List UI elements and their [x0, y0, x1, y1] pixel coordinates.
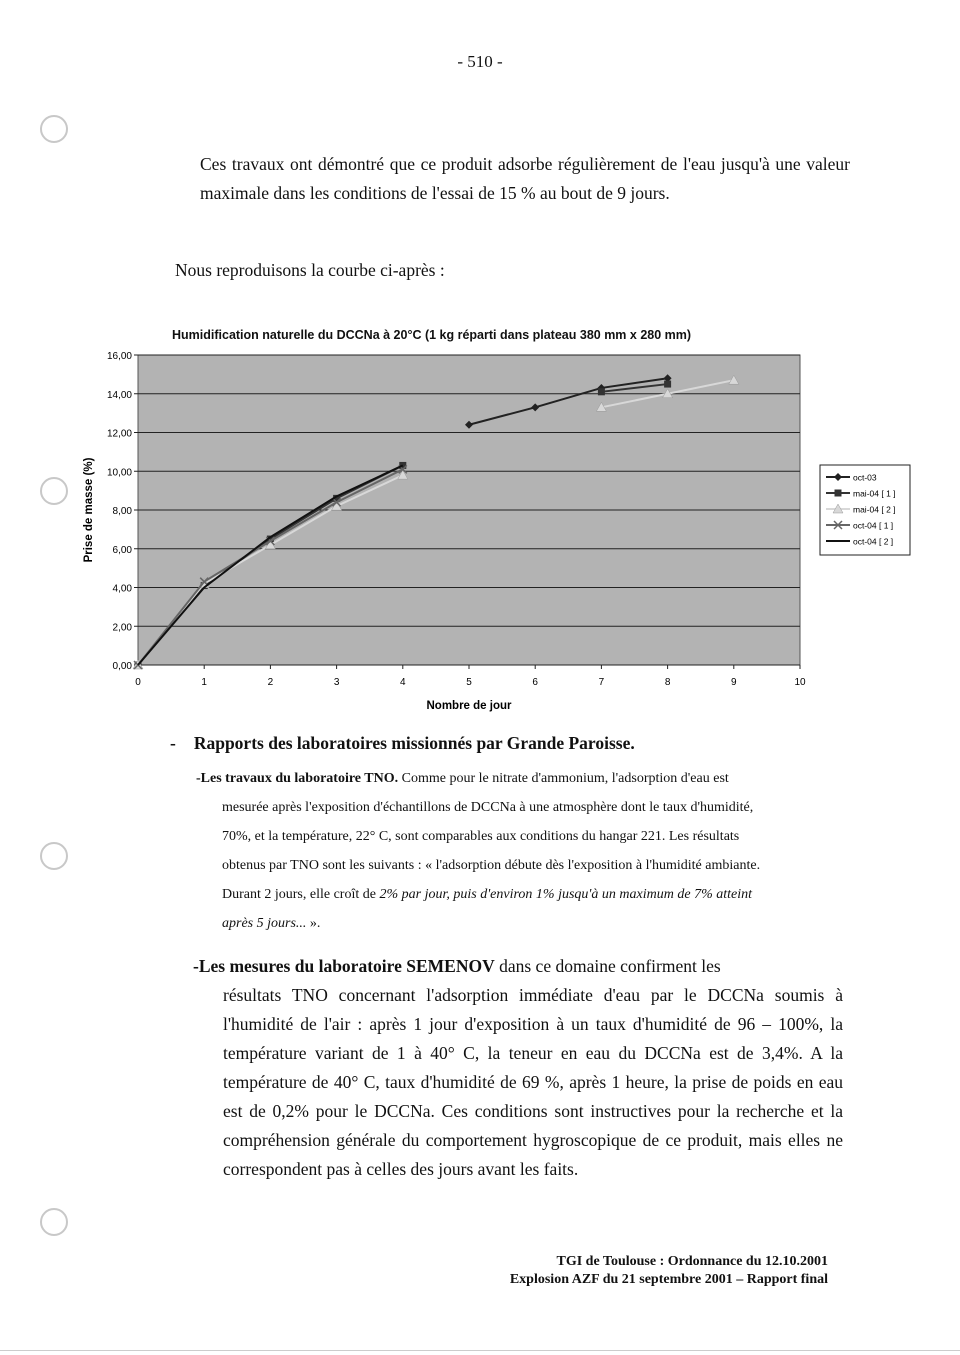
- legend-label: oct-03: [853, 472, 877, 483]
- footer: [510, 1253, 828, 1289]
- tno-line-4: obtenus par TNO sont les suivants : « l'adsorption débute dès l'exposition à l'humidité ambiante.: [222, 858, 761, 873]
- tno-line-5a: Durant 2 jours, elle croît de: [222, 887, 380, 902]
- tno-line-5b: 2% par jour, puis d'environ 1% jusqu'à un maximum de 7% atteint: [379, 887, 753, 902]
- data-point: [598, 388, 605, 395]
- data-point: [664, 381, 671, 388]
- legend-label: mai-04 [ 1 ]: [853, 488, 896, 499]
- x-axis-label: Nombre de jour: [426, 700, 512, 712]
- y-tick-label: 0,00: [112, 661, 132, 672]
- x-tick-label: 1: [201, 677, 207, 688]
- semenov-lead: -Les mesures du laboratoire SEMENOV: [193, 956, 495, 976]
- legend-label: oct-04 [ 1 ]: [853, 520, 894, 531]
- x-tick-label: 8: [664, 677, 671, 688]
- heading-text: Rapports des laboratoires missionnés par Grande Paroisse.: [193, 733, 635, 753]
- x-tick-label: 10: [794, 677, 806, 688]
- x-tick-label: 5: [466, 677, 472, 688]
- y-tick-label: 8,00: [112, 506, 132, 517]
- x-tick-label: 9: [731, 677, 737, 688]
- x-tick-label: 6: [532, 677, 538, 688]
- y-tick-label: 6,00: [112, 544, 132, 556]
- tno-line-6a: après 5 jours...: [222, 916, 307, 931]
- legend-label: oct-04 [ 2 ]: [853, 536, 894, 547]
- tno-lead: -Les travaux du laboratoire TNO.: [196, 771, 399, 786]
- tno-paragraph: [196, 764, 851, 938]
- intro-paragraph: Ces travaux ont démontré que ce produit adsorbe régulièrement de l'eau jusqu'à une valeur maximale dans les conditions de l'essai de 15 % au bout de 9 jours.: [200, 154, 850, 203]
- y-tick-label: 12,00: [106, 428, 132, 440]
- heading-dash: -: [170, 733, 176, 753]
- semenov-rest: résultats TNO concernant l'adsorption immédiate d'eau par le DCCNa soumis à l'humidité de l'air : après 1 jour d'exposition à un taux d'humidité de 96 – 100%, la température variant de 1 à 40° C, la teneur en eau du DCCNa est de 3,4%. A la température de 40° C, taux d'humidité de 69 %, après 1 heure, la prise de poids en eau est de 0,2% pour le DCCNa. Ces conditions sont instructives pour la recherche et la compréhension générale du comportement hygroscopique de ce produit, mais elles ne correspondent pas à celles des jours avant les faits.: [223, 985, 843, 1179]
- page-number: - 510 -: [457, 52, 503, 71]
- x-tick-label: 4: [400, 677, 406, 688]
- y-tick-label: 4,00: [112, 583, 132, 595]
- x-tick-label: 2: [267, 677, 274, 688]
- semenov-paragraph: [193, 952, 843, 1184]
- x-tick-label: 0: [135, 677, 141, 688]
- binder-hole-icon: [40, 115, 68, 143]
- x-tick-label: 3: [333, 677, 340, 688]
- section-heading: [170, 733, 635, 754]
- page-edge: [0, 1350, 960, 1351]
- y-axis-label: Prise de masse (%): [83, 457, 95, 563]
- tno-line-2: mesurée après l'exposition d'échantillons de DCCNa à une atmosphère dont le taux d'humidité,: [222, 800, 754, 815]
- tno-text1: Comme pour le nitrate d'ammonium, l'adsorption d'eau est: [398, 771, 729, 786]
- binder-hole-icon: [40, 842, 68, 870]
- intro-lead-in: Nous reproduisons la courbe ci-après :: [175, 260, 445, 280]
- binder-hole-icon: [40, 477, 68, 505]
- tno-line-6b: ».: [306, 916, 321, 931]
- tno-line-3: 70%, et la température, 22° C, sont comparables aux conditions du hangar 221. Les résultats: [222, 829, 740, 844]
- y-tick-label: 14,00: [106, 389, 132, 401]
- legend-label: mai-04 [ 2 ]: [853, 504, 896, 515]
- chart-title: Humidification naturelle du DCCNa à 20°C (1 kg réparti dans plateau 380 mm x 280 mm): [172, 328, 692, 342]
- y-tick-label: 2,00: [112, 622, 132, 634]
- humidification-chart: [70, 345, 920, 720]
- y-tick-label: 16,00: [106, 351, 132, 362]
- y-tick-label: 10,00: [106, 467, 132, 479]
- semenov-text: dans ce domaine confirment les: [494, 956, 721, 976]
- footer-line-1: TGI de Toulouse : Ordonnance du 12.10.2001: [556, 1254, 828, 1269]
- legend-marker: [835, 490, 842, 497]
- binder-hole-icon: [40, 1208, 68, 1236]
- x-tick-label: 7: [598, 677, 605, 688]
- footer-line-2: Explosion AZF du 21 septembre 2001 – Rapport final: [509, 1272, 828, 1287]
